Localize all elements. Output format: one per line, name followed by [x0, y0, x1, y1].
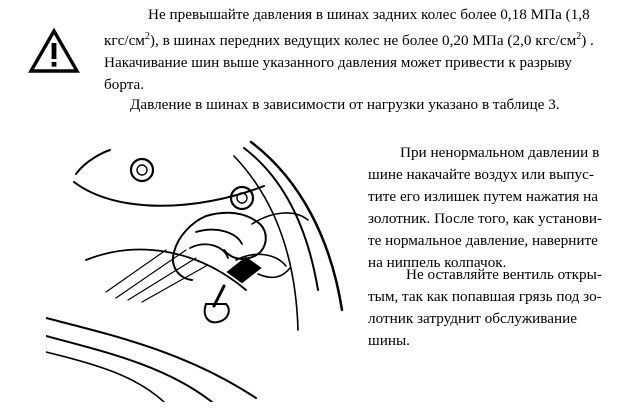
warning-triangle-icon — [28, 28, 80, 74]
instructions-paragraph: При ненормальном давлении в шине накачайте воздух или выпус- тите его излишек путем нажатия на золотник. После того, как установи- те нормальное давление, наверните на ниппель колпачок. — [368, 144, 603, 271]
tire-valve-illustration — [46, 140, 346, 402]
pressure-table-reference: Давление в шинах в зависимости от нагрузки указано в таблице 3. — [130, 96, 560, 113]
tire-pressure-warning: Не превышайте давления в шинах задних колес более 0,18 МПа (1,8 кгс/$см^2$), в шинах передних ведущих колес не более 0,20 МПа (2,0 кгс/$см^2$) . Накачивание шин выше указанного давления может привести к разрыву борта. — [104, 6, 594, 94]
caution-paragraph: Не оставляйте вентиль откры- тым, так как попавшая грязь под зо- лотник затруднит обслуживание шины. — [368, 266, 602, 349]
